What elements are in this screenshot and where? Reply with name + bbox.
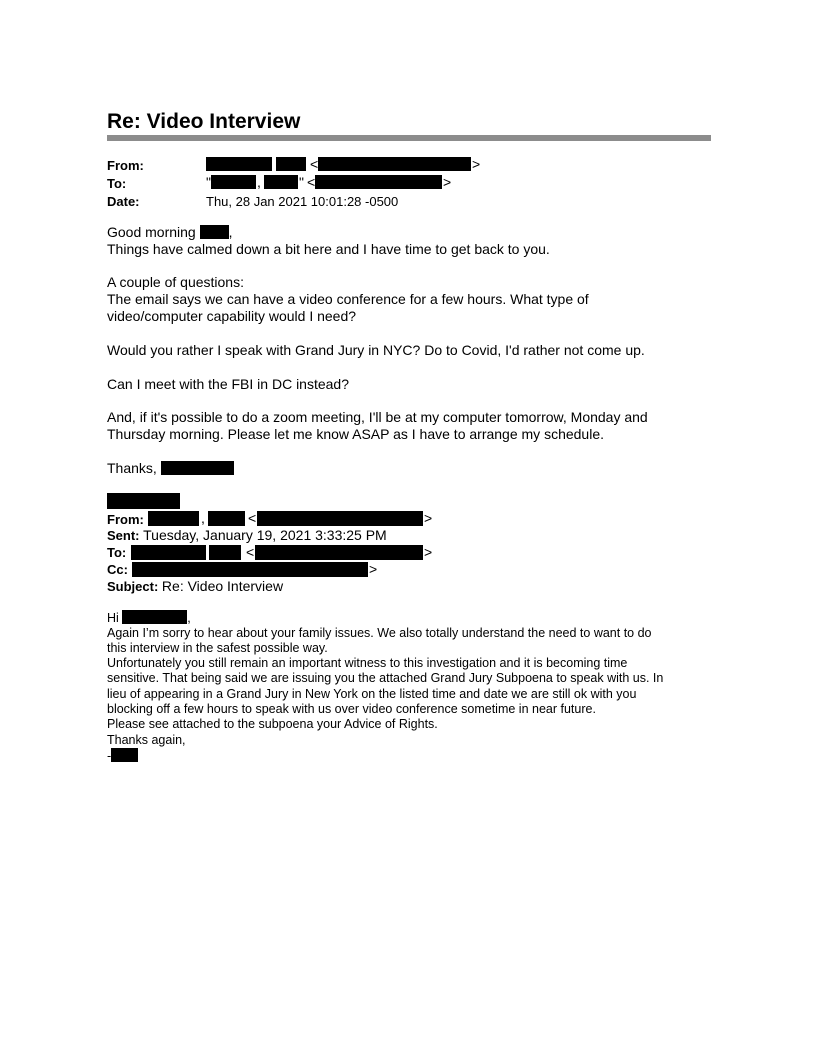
redaction-block (318, 157, 471, 171)
title-divider (107, 135, 711, 141)
angle-open: < (310, 156, 319, 172)
redaction-block (208, 511, 245, 526)
greeting-line (107, 224, 233, 241)
fwd-subject-row (107, 578, 283, 595)
quote-close: " (299, 174, 304, 190)
redaction-block (148, 511, 199, 526)
greeting-comma: , (228, 224, 233, 240)
redaction-block (264, 175, 298, 189)
body-line: The email says we can have a video conference for a few hours. What type of (107, 291, 589, 307)
redaction-block (276, 157, 306, 171)
fwd-body-line: blocking off a few hours to speak with us over video conference sometime in near future. (107, 702, 596, 716)
redaction-block (107, 493, 180, 509)
redaction-block (200, 225, 229, 239)
date-value: Thu, 28 Jan 2021 10:01:28 -0500 (206, 194, 399, 209)
redaction-block (206, 157, 272, 171)
comma: , (257, 174, 261, 190)
redaction-block (257, 511, 423, 526)
redaction-block (255, 545, 423, 560)
fwd-hi-comma: , (187, 611, 191, 625)
fwd-sent-label: Sent: (107, 528, 140, 543)
fwd-body-line: sensitive. That being said we are issuing you the attached Grand Jury Subpoena to speak with us. In (107, 671, 664, 685)
fwd-body-line: Again I’m sorry to hear about your family issues. We also totally understand the need to want to do (107, 626, 652, 640)
redaction-block (209, 545, 241, 560)
fwd-body-line: Unfortunately you still remain an important witness to this investigation and it is becoming time (107, 656, 628, 670)
fwd-hi: Hi (107, 611, 119, 625)
angle-close: > (424, 544, 433, 560)
fwd-subject-value: Re: Video Interview (161, 578, 284, 594)
redaction-block (131, 545, 206, 560)
redaction-block (122, 610, 187, 624)
fwd-from-row (107, 511, 144, 528)
angle-open: < (248, 510, 257, 526)
greeting-text: Good morning (107, 224, 196, 240)
from-label: From: (107, 158, 144, 173)
fwd-cc-label: Cc: (107, 562, 128, 577)
angle-close: > (472, 156, 481, 172)
fwd-body-line: Please see attached to the subpoena your Advice of Rights. (107, 717, 438, 731)
fwd-body-line: lieu of appearing in a Grand Jury in New York on the listed time and date we are still ok with you (107, 687, 637, 701)
body-line: Would you rather I speak with Grand Jury in NYC? Do to Covid, I'd rather not come up. (107, 342, 645, 358)
fwd-body-line: this interview in the safest possible way. (107, 641, 328, 655)
body-line: And, if it's possible to do a zoom meeting, I'll be at my computer tomorrow, Monday and (107, 409, 648, 425)
angle-open: < (246, 544, 255, 560)
body-line: Can I meet with the FBI in DC instead? (107, 376, 349, 392)
thanks-line (107, 460, 234, 477)
comma: , (201, 510, 205, 526)
thanks-text: Thanks, (107, 460, 157, 476)
redaction-block (315, 175, 442, 189)
fwd-body-line: Thanks again, (107, 733, 186, 747)
page-title: Re: Video Interview (107, 110, 301, 133)
redaction-block (211, 175, 256, 189)
body-line: A couple of questions: (107, 274, 244, 290)
fwd-cc-row (107, 561, 128, 578)
redaction-block (111, 748, 138, 762)
fwd-sent-row (107, 527, 387, 544)
body-line: Things have calmed down a bit here and I have time to get back to you. (107, 241, 550, 257)
angle-open: < (307, 174, 316, 190)
angle-close: > (424, 510, 433, 526)
body-line: video/computer capability would I need? (107, 308, 357, 324)
quote-open: " (206, 174, 211, 190)
body-line: Thursday morning. Please let me know ASAP as I have to arrange my schedule. (107, 426, 604, 442)
date-label: Date: (107, 194, 140, 209)
fwd-sign-dash: - (107, 749, 112, 763)
fwd-to-label: To: (107, 545, 127, 560)
fwd-sent-value: Tuesday, January 19, 2021 3:33:25 PM (143, 527, 387, 543)
redaction-block (132, 562, 368, 577)
fwd-greeting-line (107, 610, 191, 627)
angle-close: > (369, 561, 378, 577)
fwd-from-label: From: (107, 512, 144, 527)
fwd-subject-label: Subject: (107, 579, 159, 594)
fwd-signature-line (107, 748, 138, 765)
angle-close: > (443, 174, 452, 190)
redaction-block (161, 461, 234, 475)
to-label: To: (107, 176, 127, 191)
fwd-to-row (107, 544, 126, 561)
